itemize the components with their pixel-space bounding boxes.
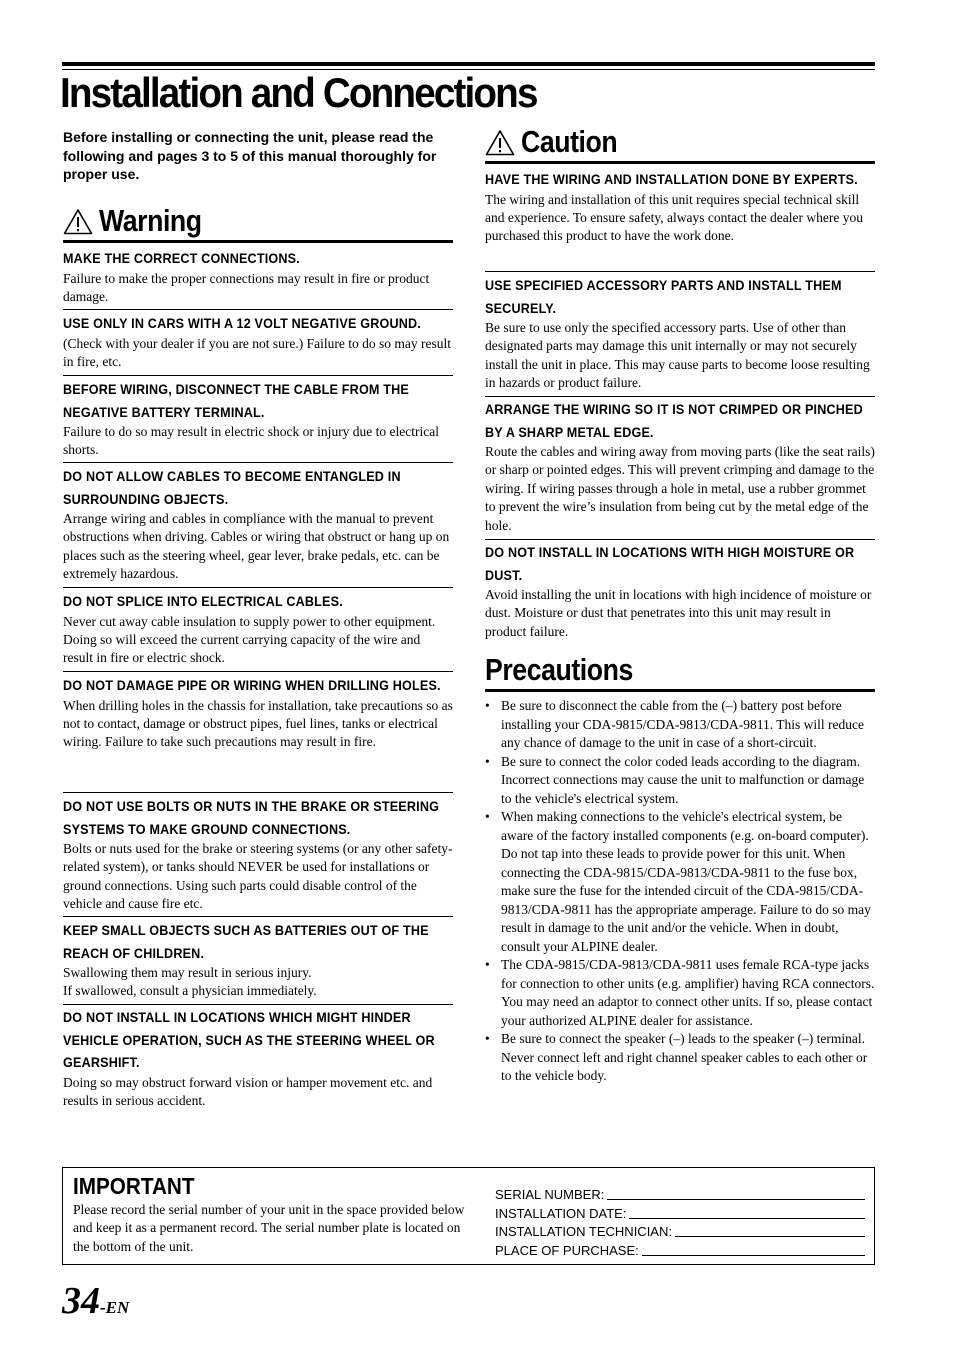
warning-triangle-icon <box>63 208 93 235</box>
list-item: • The CDA-9815/CDA-9813/CDA-9811 uses female RCA-type jacks for connection to other units (e.g. amplifier) having RCA connectors. You may need an adaptor to connect other units. If so, please contact your authorized ALPINE dealer for assistance. <box>485 956 877 1030</box>
caution-item-body: Route the cables and wiring away from moving parts (like the seat rails) or sharp or pointed edges. This will prevent crimping and damage to the wiring. If wiring passes through a hole in metal, use a rubber grommet to prevent the wire’s insulation from being cut by the metal edge of the hole. <box>485 444 875 533</box>
installation-technician-label: INSTALLATION TECHNICIAN: <box>495 1224 672 1240</box>
warning-item-body: Failure to do so may result in electric shock or injury due to electrical shorts. <box>63 424 440 458</box>
list-item: • Be sure to connect the color coded leads according to the diagram. Incorrect connections may cause the unit to malfunction or damage to the vehicle's electrical system. <box>485 753 877 809</box>
caution-item-body: The wiring and installation of this unit requires special technical skill and experience. To ensure safety, always contact the dealer where you purchased this product to have the work done. <box>485 191 864 244</box>
caution-item <box>485 274 875 393</box>
warning-item <box>63 378 453 460</box>
divider <box>63 309 453 310</box>
installation-technician-blank <box>675 1236 865 1237</box>
caution-triangle-icon <box>485 129 515 156</box>
warning-item-title: DO NOT DAMAGE PIPE OR WIRING WHEN DRILLING HOLES. <box>63 677 441 693</box>
divider <box>63 916 453 917</box>
caution-heading-text: Caution <box>521 124 618 159</box>
warning-item-title: DO NOT INSTALL IN LOCATIONS WHICH MIGHT HINDER VEHICLE OPERATION, SUCH AS THE STEERING WHEEL OR GEARSHIFT. <box>63 1009 435 1070</box>
page-number <box>62 1279 129 1330</box>
caution-heading <box>485 124 875 164</box>
warning-item-body: Failure to make the proper connections may result in fire or product damage. <box>63 270 430 304</box>
warning-item-title: KEEP SMALL OBJECTS SUCH AS BATTERIES OUT OF THE REACH OF CHILDREN. <box>63 922 429 961</box>
divider <box>63 792 453 793</box>
warning-item-body: Swallowing them may result in serious injury. If swallowed, consult a physician immediately. <box>63 965 317 999</box>
divider <box>63 462 453 463</box>
warning-item <box>63 312 453 371</box>
warning-heading <box>63 203 453 243</box>
warning-heading-text: Warning <box>99 203 202 238</box>
divider <box>485 539 875 540</box>
serial-number-row <box>495 1184 865 1202</box>
warning-item-title: DO NOT ALLOW CABLES TO BECOME ENTANGLED IN SURROUNDING OBJECTS. <box>63 468 401 507</box>
precautions-heading-text: Precautions <box>485 652 633 687</box>
warning-item-body: Arrange wiring and cables in compliance with the manual to prevent obstructions when driving. Cables or wiring that obstruct or hang up on places such as the steering wheel, gear lever, brake pedals, etc. can be extremely hazardous. <box>63 511 450 582</box>
divider <box>63 375 453 376</box>
important-text: Please record the serial number of your unit in the space provided below and keep it as a permanent record. The serial number plate is located on the bottom of the unit. <box>73 1202 465 1254</box>
warning-item-body: Bolts or nuts used for the brake or steering systems (or any other safety-related system), or tanks should NEVER be used for installations or ground connections. Using such parts could disable control of the vehicle and cause fire etc. <box>63 841 453 912</box>
important-box <box>62 1167 875 1265</box>
page-title: Installation and Connections <box>60 69 537 116</box>
place-of-purchase-blank <box>642 1255 865 1256</box>
warning-item-title: MAKE THE CORRECT CONNECTIONS. <box>63 250 300 266</box>
warning-item <box>63 674 453 752</box>
warning-item-title: USE ONLY IN CARS WITH A 12 VOLT NEGATIVE GROUND. <box>63 315 421 331</box>
intro-text: Before installing or connecting the unit, please read the following and pages 3 to 5 of this manual thoroughly for proper use. <box>63 129 437 182</box>
divider <box>63 671 453 672</box>
precautions-heading <box>485 652 875 692</box>
place-of-purchase-label: PLACE OF PURCHASE: <box>495 1242 639 1258</box>
warning-item <box>63 919 453 1001</box>
divider <box>63 1004 453 1005</box>
warning-item-body: Doing so may obstruct forward vision or hamper movement etc. and results in serious accident. <box>63 1074 433 1108</box>
caution-item-body: Be sure to use only the specified accessory parts. Use of other than designated parts may damage this unit internally or may not securely install the unit in place. This may cause parts to become loose resulting in hazards or product failure. <box>485 320 870 391</box>
warning-item-body: Never cut away cable insulation to supply power to other equipment. Doing so will exceed the current carrying capacity of the wire and result in fire or electric shock. <box>63 613 436 666</box>
warning-item-body: (Check with your dealer if you are not sure.) Failure to do so may result in fire, etc. <box>63 335 452 369</box>
place-of-purchase-row <box>495 1239 865 1257</box>
list-item: • When making connections to the vehicle's electrical system, be aware of the factory installed components (e.g. on-board computer). Do not tap into these leads to provide power for this unit. When connecting the CDA-9815/CDA-9813/CDA-9811 to the fuse box, make sure the fuse for the intended circuit of the CDA-9815/CDA-9813/CDA-9811 has the appropriate amperage. Failure to do so may result in damage to the unit and/or the vehicle. When in doubt, consult your ALPINE dealer. <box>485 808 877 956</box>
installation-date-blank <box>629 1218 865 1219</box>
divider <box>63 587 453 588</box>
divider <box>485 271 875 272</box>
caution-item <box>485 398 875 535</box>
warning-item <box>63 590 453 668</box>
caution-item <box>485 168 875 246</box>
list-item: • Be sure to connect the speaker (–) leads to the speaker (–) terminal. Never connect left and right channel speaker cables to each other or to the vehicle body. <box>485 1030 877 1086</box>
warning-item-body: When drilling holes in the chassis for installation, take precautions so as not to contact, damage or obstruct pipes, fuel lines, tanks or electrical wiring. Failure to take such precautions may result in fire. <box>63 697 453 750</box>
serial-number-blank <box>607 1199 865 1200</box>
precautions-list <box>485 697 877 1086</box>
serial-record-form <box>495 1184 865 1258</box>
caution-item-body: Avoid installing the unit in locations with high incidence of moisture or dust. Moisture or dust that penetrates into this unit may result in product failure. <box>485 587 872 639</box>
caution-item <box>485 541 875 641</box>
installation-date-label: INSTALLATION DATE: <box>495 1205 627 1221</box>
important-heading: IMPORTANT <box>73 1173 195 1199</box>
divider <box>485 396 875 397</box>
installation-date-row <box>495 1202 865 1220</box>
warning-item-title: DO NOT USE BOLTS OR NUTS IN THE BRAKE OR STEERING SYSTEMS TO MAKE GROUND CONNECTIONS. <box>63 798 440 837</box>
warning-item <box>63 465 453 584</box>
caution-item-title: DO NOT INSTALL IN LOCATIONS WITH HIGH MOISTURE OR DUST. <box>485 544 855 583</box>
serial-number-label: SERIAL NUMBER: <box>495 1187 605 1203</box>
page-number-suffix: -EN <box>100 1298 130 1317</box>
caution-item-title: HAVE THE WIRING AND INSTALLATION DONE BY EXPERTS. <box>485 171 858 187</box>
caution-item-title: USE SPECIFIED ACCESSORY PARTS AND INSTALL THEM SECURELY. <box>485 277 842 316</box>
installation-technician-row <box>495 1221 865 1239</box>
warning-item <box>63 247 453 306</box>
warning-item <box>63 795 453 914</box>
page-number-value: 34 <box>62 1280 100 1322</box>
warning-item <box>63 1006 453 1110</box>
list-item: • Be sure to disconnect the cable from the (–) battery post before installing your CDA-9815/CDA-9813/CDA-9811. This will reduce any chance of damage to the unit in case of a short-circuit. <box>485 697 877 753</box>
warning-item-title: DO NOT SPLICE INTO ELECTRICAL CABLES. <box>63 593 343 609</box>
warning-item-title: BEFORE WIRING, DISCONNECT THE CABLE FROM THE NEGATIVE BATTERY TERMINAL. <box>63 381 410 420</box>
caution-item-title: ARRANGE THE WIRING SO IT IS NOT CRIMPED OR PINCHED BY A SHARP METAL EDGE. <box>485 401 863 440</box>
